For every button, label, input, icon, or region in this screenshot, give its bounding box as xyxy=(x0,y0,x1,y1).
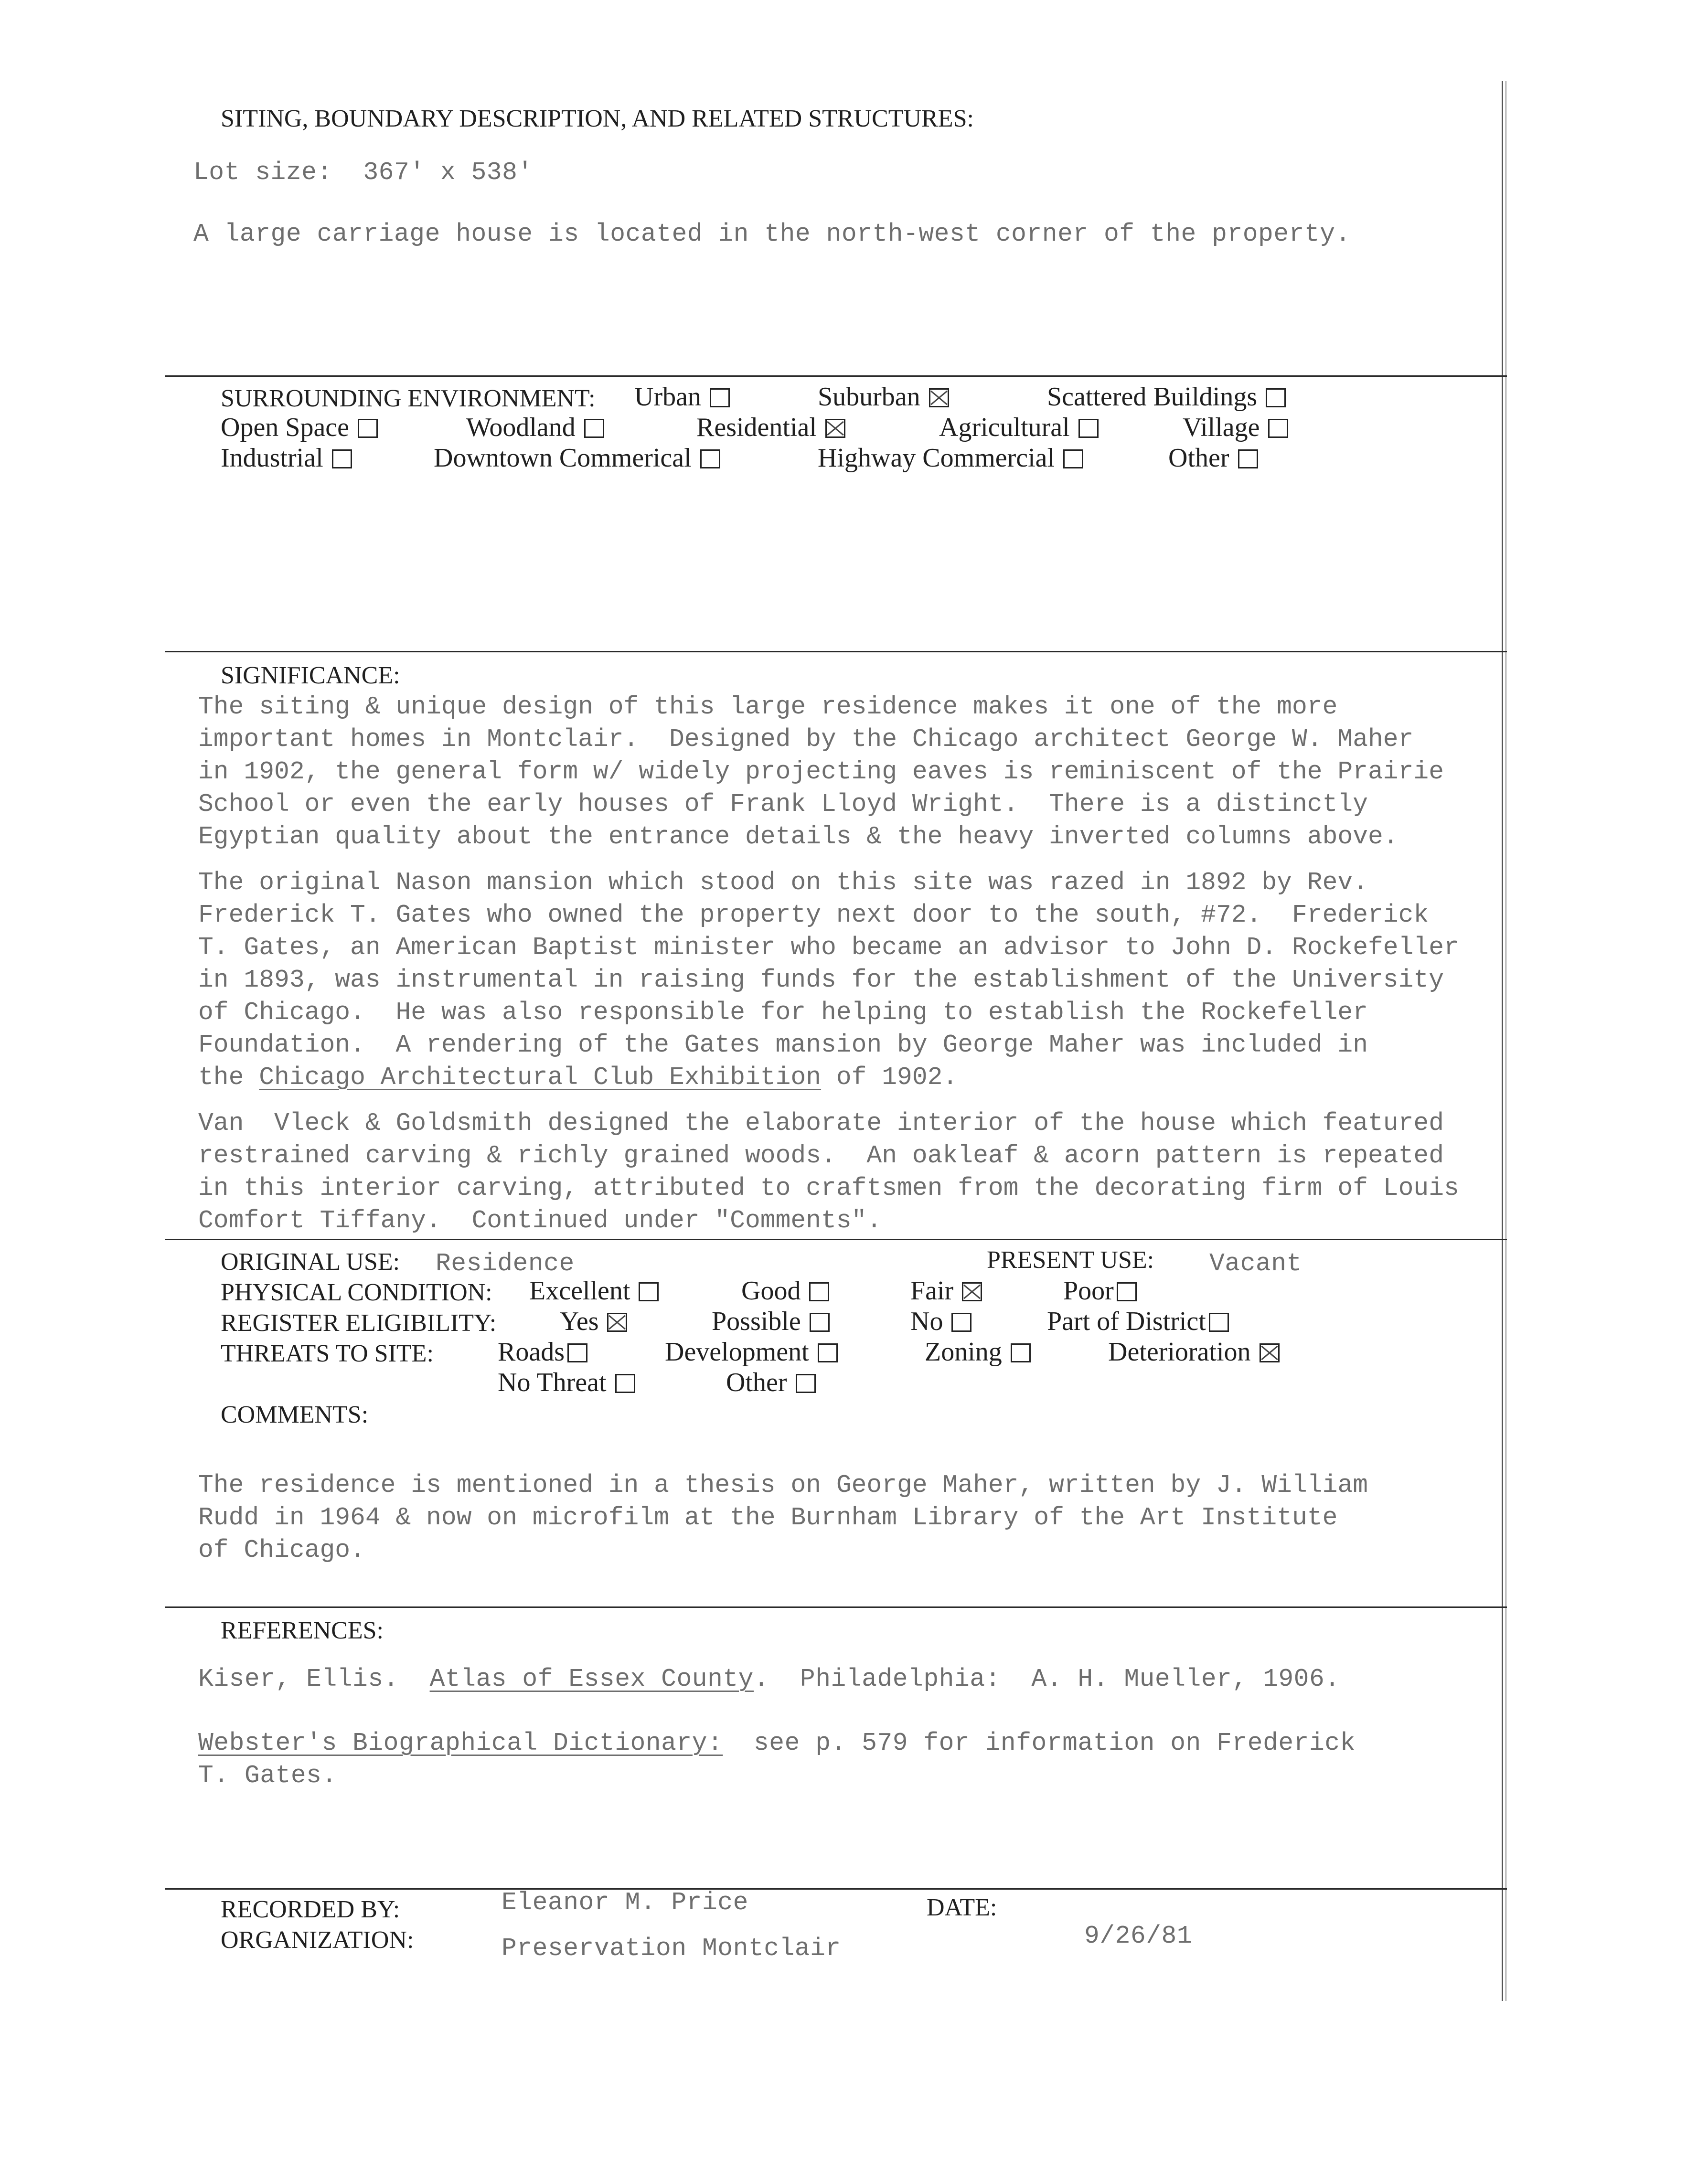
threats-label: THREATS TO SITE: xyxy=(221,1340,434,1367)
siting-description: A large carriage house is located in the north-west corner of the property. xyxy=(193,220,1351,248)
condition-poor[interactable]: Poor xyxy=(1063,1275,1137,1307)
checkbox-other-environment[interactable] xyxy=(1238,449,1258,468)
checkbox-development[interactable] xyxy=(818,1343,838,1362)
condition-good[interactable]: Good xyxy=(741,1275,829,1307)
significance-paragraph-2: The original Nason mansion which stood on this site was razed in 1892 by Rev. Frederick T. Gates who owned the property next door to the south, #72. Frederick T. Gates, an American Baptist minister who became an advisor to John D. Rockefeller in 1893, was instrumental in raising funds for the establishment of the University of Chicago. He was also responsible for helping to establish the Rockefeller Foundation. A rendering of the Gates mansion by George Maher was included in the Chicago Architectural Club Exhibition of 1902. xyxy=(198,868,1459,1092)
eligibility-part-of-district[interactable]: Part of District xyxy=(1047,1306,1229,1337)
checkbox-no-threat[interactable] xyxy=(615,1374,635,1393)
comments-text: The residence is mentioned in a thesis on George Maher, written by J. William Rudd in 1964 & now on microfilm at the Burnham Library of the Art Institute of Chicago. xyxy=(198,1471,1368,1564)
condition-excellent[interactable]: Excellent xyxy=(529,1275,659,1307)
checkbox-open-space[interactable] xyxy=(358,419,378,438)
checkbox-roads[interactable] xyxy=(567,1343,587,1362)
option-village[interactable]: Village xyxy=(1183,412,1288,443)
option-open-space[interactable]: Open Space xyxy=(221,412,378,443)
checkbox-fair[interactable] xyxy=(962,1282,982,1301)
checkbox-urban[interactable] xyxy=(710,388,730,407)
checkbox-downtown-commercial[interactable] xyxy=(700,449,720,468)
references-heading: REFERENCES: xyxy=(221,1617,384,1644)
checkbox-scattered-buildings[interactable] xyxy=(1266,388,1286,407)
checkbox-zoning[interactable] xyxy=(1011,1343,1031,1362)
checkbox-part-of-district[interactable] xyxy=(1209,1313,1229,1332)
option-industrial[interactable]: Industrial xyxy=(221,442,352,474)
eligibility-possible[interactable]: Possible xyxy=(712,1306,830,1337)
checkbox-suburban[interactable] xyxy=(929,388,949,407)
option-residential[interactable]: Residential xyxy=(696,412,845,443)
threat-other[interactable]: Other xyxy=(726,1367,816,1398)
significance-paragraph-1: The siting & unique design of this large residence makes it one of the more important homes in Montclair. Designed by the Chicago architect George W. Maher in 1902, the general form w/ widely projecting eaves is reminiscent of the Prairie School or even the early houses of Frank Lloyd Wright. There is a distinctly Egyptian quality about the entrance details & the heavy inverted columns above. xyxy=(198,692,1444,851)
threat-no-threat[interactable]: No Threat xyxy=(498,1367,635,1398)
threat-deterioration[interactable]: Deterioration xyxy=(1108,1336,1280,1368)
eligibility-no[interactable]: No xyxy=(910,1306,971,1337)
siting-heading: SITING, BOUNDARY DESCRIPTION, AND RELATED STRUCTURES: xyxy=(221,105,974,132)
organization-value: Preservation Montclair xyxy=(502,1934,841,1963)
checkbox-deterioration[interactable] xyxy=(1260,1343,1280,1362)
checkbox-industrial[interactable] xyxy=(332,449,352,468)
checkbox-poor[interactable] xyxy=(1117,1282,1137,1301)
significance-heading: SIGNIFICANCE: xyxy=(221,662,400,689)
condition-fair[interactable]: Fair xyxy=(910,1275,982,1307)
checkbox-woodland[interactable] xyxy=(584,419,604,438)
comments-heading: COMMENTS: xyxy=(221,1401,369,1428)
option-highway-commercial[interactable]: Highway Commercial xyxy=(818,442,1083,474)
physical-condition-label: PHYSICAL CONDITION: xyxy=(221,1279,492,1306)
right-border-line xyxy=(1502,81,1503,2001)
option-agricultural[interactable]: Agricultural xyxy=(939,412,1099,443)
divider-references xyxy=(165,1888,1507,1890)
checkbox-highway-commercial[interactable] xyxy=(1063,449,1083,468)
original-use-label: ORIGINAL USE: xyxy=(221,1248,400,1276)
eligibility-yes[interactable]: Yes xyxy=(560,1306,627,1337)
option-other-environment[interactable]: Other xyxy=(1168,442,1258,474)
reference-2-continued: T. Gates. xyxy=(198,1761,337,1790)
checkbox-village[interactable] xyxy=(1268,419,1288,438)
option-downtown-commercial[interactable]: Downtown Commerical xyxy=(434,442,720,474)
recorded-by-label: RECORDED BY: xyxy=(221,1896,400,1923)
original-use-value: Residence xyxy=(436,1249,575,1278)
recorded-by-value: Eleanor M. Price xyxy=(502,1888,748,1917)
checkbox-agricultural[interactable] xyxy=(1078,419,1099,438)
right-border-line-inner xyxy=(1505,81,1506,2001)
dictionary-title: Webster's Biographical Dictionary: xyxy=(198,1729,723,1757)
option-urban[interactable]: Urban xyxy=(634,381,730,413)
divider-surrounding xyxy=(165,651,1507,652)
date-label: DATE: xyxy=(927,1894,997,1921)
option-woodland[interactable]: Woodland xyxy=(466,412,604,443)
exhibition-title: Chicago Architectural Club Exhibition xyxy=(259,1063,822,1092)
atlas-title: Atlas of Essex County xyxy=(429,1665,754,1693)
organization-label: ORGANIZATION: xyxy=(221,1926,414,1954)
checkbox-excellent[interactable] xyxy=(639,1282,659,1301)
checkbox-residential[interactable] xyxy=(825,419,845,438)
divider-siting xyxy=(165,375,1507,377)
surrounding-heading: SURROUNDING ENVIRONMENT: xyxy=(221,385,596,412)
checkbox-no[interactable] xyxy=(951,1313,971,1332)
threat-zoning[interactable]: Zoning xyxy=(925,1336,1031,1368)
checkbox-threat-other[interactable] xyxy=(796,1374,816,1393)
divider-significance xyxy=(165,1239,1507,1240)
option-suburban[interactable]: Suburban xyxy=(818,381,949,413)
checkbox-possible[interactable] xyxy=(810,1313,830,1332)
checkbox-yes[interactable] xyxy=(607,1313,627,1332)
lot-size: Lot size: 367' x 538' xyxy=(193,158,533,187)
date-value: 9/26/81 xyxy=(1084,1922,1193,1950)
checkbox-good[interactable] xyxy=(809,1282,829,1301)
divider-comments xyxy=(165,1606,1507,1608)
reference-2: Webster's Biographical Dictionary: see p. 579 for information on Frederick xyxy=(198,1729,1356,1757)
significance-paragraph-3: Van Vleck & Goldsmith designed the elaborate interior of the house which featured restrained carving & richly grained woods. An oakleaf & acorn pattern is repeated in this interior carving, attributed to craftsmen from the decorating firm of Louis Comfort Tiffany. Continued under "Comments". xyxy=(198,1109,1459,1235)
option-scattered-buildings[interactable]: Scattered Buildings xyxy=(1047,381,1286,413)
present-use-label: PRESENT USE: xyxy=(987,1246,1154,1274)
register-eligibility-label: REGISTER ELIGIBILITY: xyxy=(221,1309,497,1337)
present-use-value: Vacant xyxy=(1209,1249,1302,1278)
threat-development[interactable]: Development xyxy=(665,1336,838,1368)
reference-1: Kiser, Ellis. Atlas of Essex County. Philadelphia: A. H. Mueller, 1906. xyxy=(198,1665,1340,1693)
threat-roads[interactable]: Roads xyxy=(498,1336,587,1368)
